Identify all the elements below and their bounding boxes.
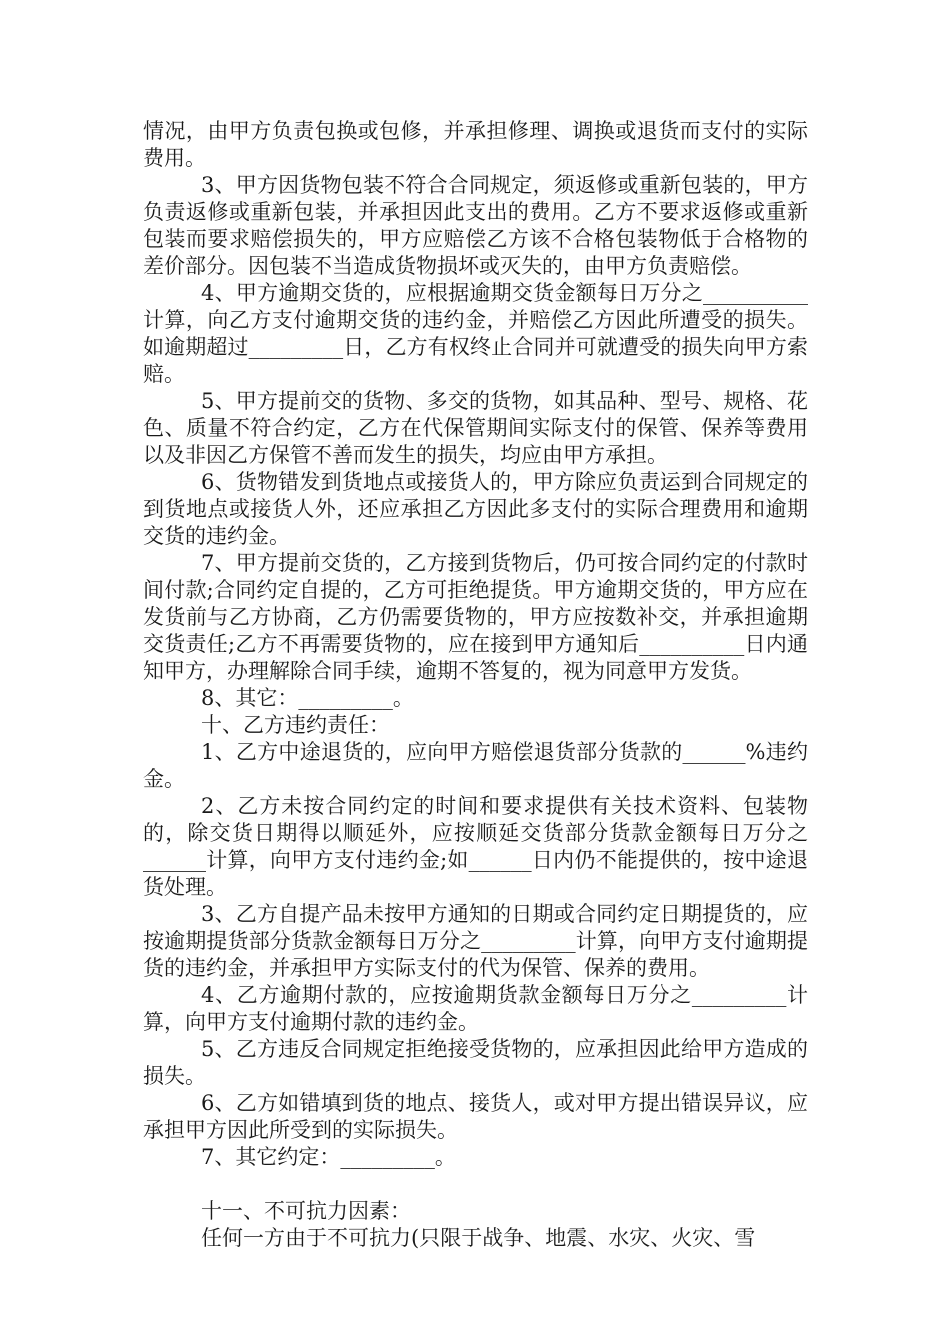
clause-10-4: 4、乙方逾期付款的，应按逾期货款金额每日万分之_________计算，向甲方支付逾期付款的违约金。 — [143, 983, 808, 1034]
blank-line — [143, 1171, 808, 1198]
clause-11-body: 任何一方由于不可抗力(只限于战争、地震、水灾、火灾、雪 — [201, 1226, 756, 1250]
section-11-heading: 十一、不可抗力因素： — [201, 1199, 411, 1223]
clause-10-7: 7、其它约定：_________。 — [201, 1145, 456, 1169]
clause-10-5: 5、乙方违反合同规定拒绝接受货物的，应承担因此给甲方造成的损失。 — [143, 1037, 808, 1088]
clause-9-3: 3、甲方因货物包装不符合合同规定，须返修或重新包装的，甲方负责返修或重新包装，并承担因此支出的费用。乙方不要求返修或重新包装而要求赔偿损失的，甲方应赔偿乙方该不合格包装物低于合格物的差价部分。因包装不当造成货物损坏或灭失的，由甲方负责赔偿。 — [143, 173, 808, 278]
clause-10-3: 3、乙方自提产品未按甲方通知的日期或合同约定日期提货的，应按逾期提货部分货款金额每日万分之_________计算，向甲方支付逾期提货的违约金，并承担甲方实际支付的代为保管、保养的费用。 — [143, 902, 808, 980]
clause-9-8: 8、其它：_________。 — [201, 686, 414, 710]
contract-body — [143, 118, 808, 1252]
paragraph-continuation: 情况，由甲方负责包换或包修，并承担修理、调换或退货而支付的实际费用。 — [143, 119, 808, 170]
clause-9-6: 6、货物错发到货地点或接货人的，甲方除应负责运到合同规定的到货地点或接货人外，还应承担乙方因此多支付的实际合理费用和逾期交货的违约金。 — [143, 470, 808, 548]
clause-9-4: 4、甲方逾期交货的，应根据逾期交货金额每日万分之__________计算，向乙方支付逾期交货的违约金，并赔偿乙方因此所遭受的损失。如逾期超过_________日，乙方有权终止合同并可就遭受的损失向甲方索赔。 — [143, 281, 808, 386]
section-10-heading: 十、乙方违约责任： — [201, 713, 390, 737]
clause-10-2: 2、乙方未按合同约定的时间和要求提供有关技术资料、包装物的，除交货日期得以顺延外，应按顺延交货部分货款金额每日万分之______计算，向甲方支付违约金;如______日内仍不能提供的，按中途退货处理。 — [143, 794, 808, 899]
clause-10-1: 1、乙方中途退货的，应向甲方赔偿退货部分货款的______%违约金。 — [143, 740, 808, 791]
clause-9-7: 7、甲方提前交货的，乙方接到货物后，仍可按合同约定的付款时间付款;合同约定自提的，乙方可拒绝提货。甲方逾期交货的，甲方应在发货前与乙方协商，乙方仍需要货物的，甲方应按数补交，并承担逾期交货责任;乙方不再需要货物的，应在接到甲方通知后__________日内通知甲方，办理解除合同手续，逾期不答复的，视为同意甲方发货。 — [143, 551, 808, 683]
clause-10-6: 6、乙方如错填到货的地点、接货人，或对甲方提出错误异议，应承担甲方因此所受到的实际损失。 — [143, 1091, 808, 1142]
clause-9-5: 5、甲方提前交的货物、多交的货物，如其品种、型号、规格、花色、质量不符合约定，乙方在代保管期间实际支付的保管、保养等费用以及非因乙方保管不善而发生的损失，均应由甲方承担。 — [143, 389, 808, 467]
